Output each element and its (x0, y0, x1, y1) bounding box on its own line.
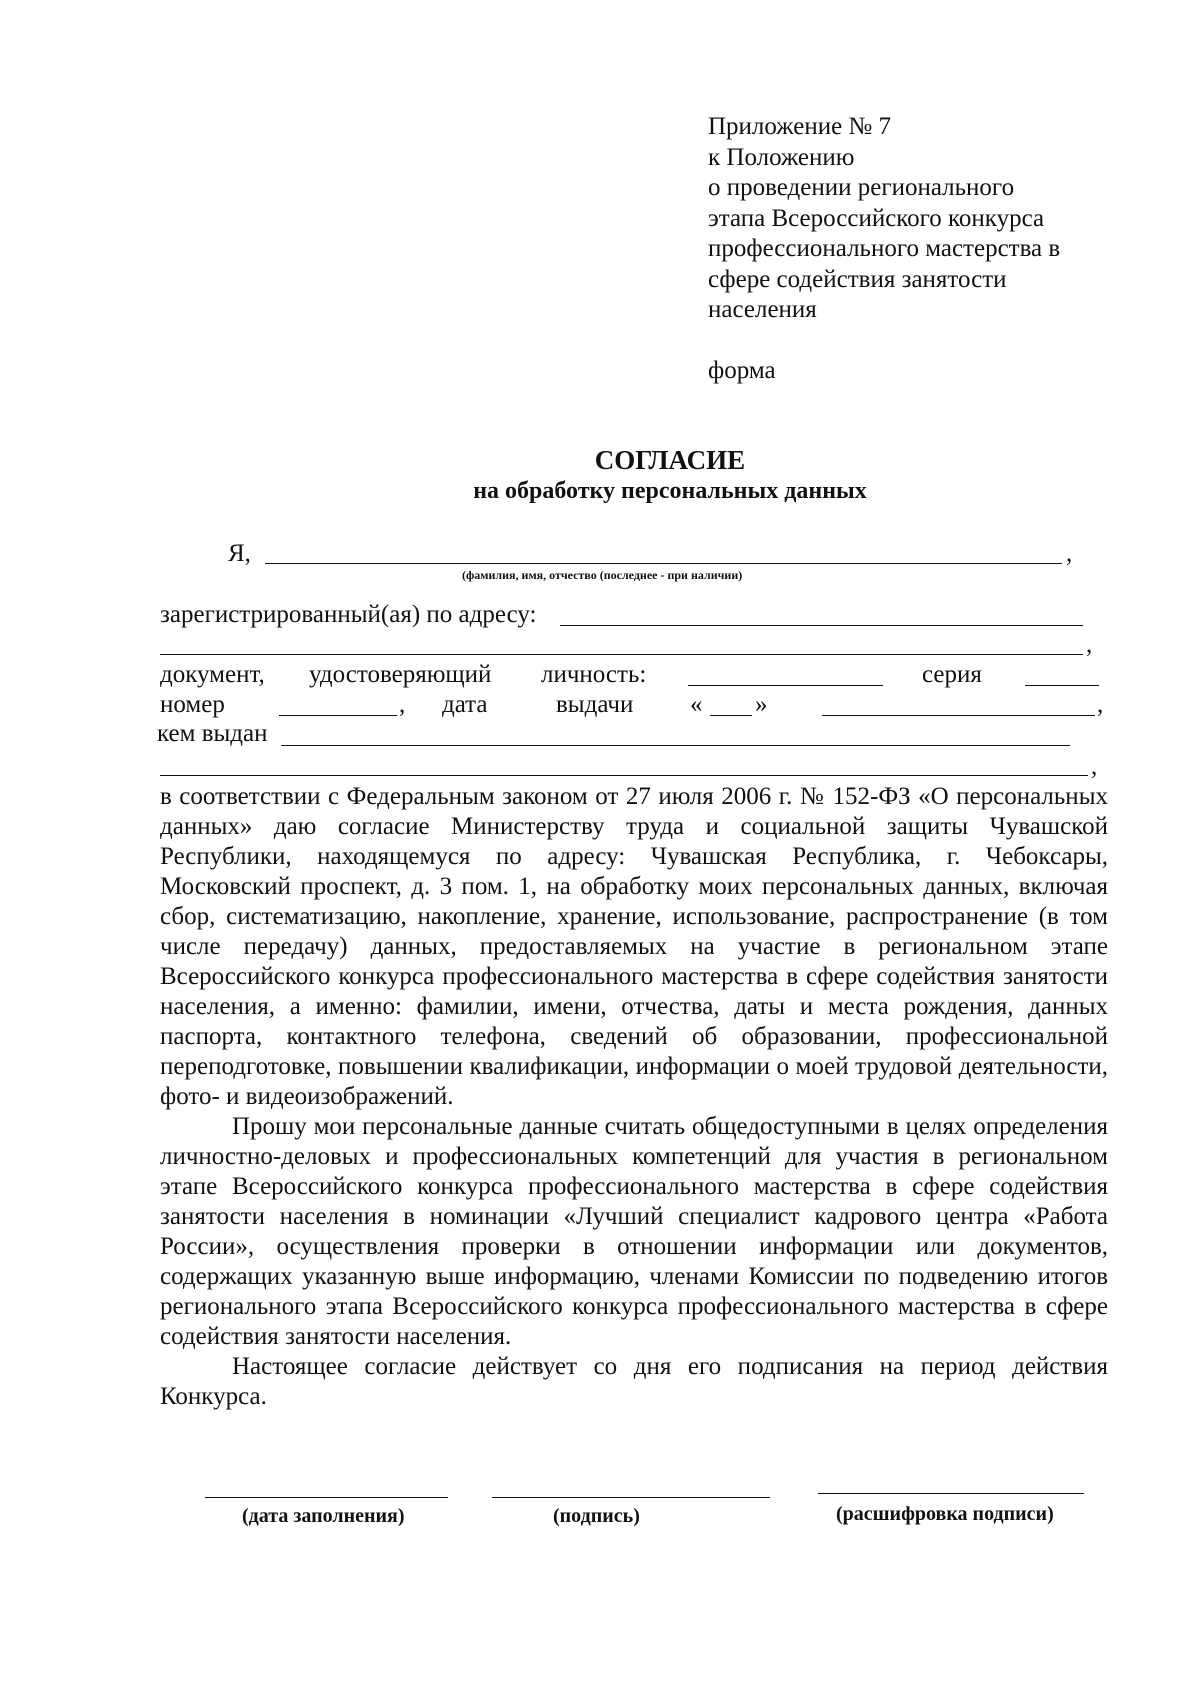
ya-label: Я, (228, 540, 251, 567)
appendix-line: сфере содействия занятости (708, 265, 1007, 293)
document-title: СОГЛАСИЕ (594, 445, 746, 475)
form-label: форма (708, 357, 776, 384)
appendix-line: профессионального мастерства в (708, 235, 1061, 262)
quote-close: » (755, 691, 768, 718)
issued-by-label: кем выдан (157, 720, 268, 747)
registered-label: зарегистрированный(ая) по адресу: (160, 601, 537, 628)
signature-decode-label: (расшифровка подписи) (836, 1503, 1054, 1525)
consent-body (160, 782, 1108, 1412)
signature-decode-field[interactable] (818, 1493, 1084, 1494)
appendix-line: к Положению (708, 143, 855, 171)
appendix-line: о проведении регионального (708, 174, 1015, 201)
fio-hint: (фамилия, имя, отчество (последнее - при наличии) (462, 568, 743, 582)
appendix-header (708, 112, 1128, 326)
document-subtitle: на обработку персональных данных (473, 478, 867, 504)
comma: , (1066, 540, 1073, 567)
comma: , (1091, 753, 1098, 780)
date-filled-label: (дата заполнения) (242, 1505, 405, 1527)
issue-date-field[interactable] (822, 715, 1095, 716)
issue-day-field[interactable] (710, 715, 752, 716)
signature-field[interactable] (492, 1497, 770, 1498)
date-filled-field[interactable] (205, 1497, 448, 1498)
series-field[interactable] (1025, 685, 1099, 686)
series-label: серия (922, 661, 982, 688)
document-label: документ, (160, 661, 265, 688)
appendix-line: населения (708, 296, 817, 323)
body-paragraph: в соответствии с Федеральным законом от 27 июля 2006 г. № 152-ФЗ «О персональных данных» даю согласие Министерству труда и социальной защиты Чувашской Республики, находящемуся по адресу: Чувашская Республика, г. Чебоксары, Московский проспект, д. 3 пом. 1, на обработку моих персональных данных, включая сбор, систематизацию, накопление, хранение, использование, распространение (в том числе передачу) данных, предоставляемых на участие в региональном этапе Всероссийского конкурса профессионального мастерства в сфере содействия занятости населения, а именно: фамилии, имени, отчества, даты и места рождения, данных паспорта, контактного телефона, сведений об образовании, профессиональной переподготовке, повышении квалификации, информации о моей трудовой деятельности, фото- и видеоизображений. (160, 783, 1108, 1110)
number-field[interactable] (279, 715, 397, 716)
address-field[interactable] (560, 625, 1083, 626)
signature-label: (подпись) (553, 1505, 640, 1527)
fio-field[interactable] (265, 563, 1062, 564)
quote-open: « (690, 691, 703, 718)
document-type-field[interactable] (688, 685, 883, 686)
number-label: номер (160, 691, 225, 718)
appendix-line: Приложение № 7 (708, 113, 892, 140)
certifying-label: удостоверяющий (309, 661, 492, 688)
address-field-line2[interactable] (160, 654, 1083, 655)
identity-label: личность: (541, 661, 647, 688)
comma: , (399, 691, 406, 718)
issued-by-field[interactable] (281, 745, 1070, 746)
appendix-line: этапа Всероссийского конкурса (708, 204, 1045, 232)
body-paragraph: Прошу мои персональные данные считать общедоступными в целях определения личностно-деловых и профессиональных компетенций для участия в региональном этапе Всероссийского конкурса профессионального мастерства в сфере содействия занятости населения в номинации «Лучший специалист кадрового центра «Работа России», осуществления проверки в отношении информации или документов, содержащих указанную выше информацию, членами Комиссии по подведению итогов регионального этапа Всероссийского конкурса профессионального мастерства в сфере содействия занятости населения. (160, 1113, 1108, 1350)
issue-label: выдачи (556, 691, 634, 718)
body-paragraph: Настоящее согласие действует со дня его подписания на период действия Конкурса. (160, 1353, 1108, 1410)
issued-by-field-line2[interactable] (160, 775, 1088, 776)
comma: , (1097, 691, 1104, 718)
date-label: дата (442, 691, 488, 718)
comma: , (1086, 631, 1093, 658)
